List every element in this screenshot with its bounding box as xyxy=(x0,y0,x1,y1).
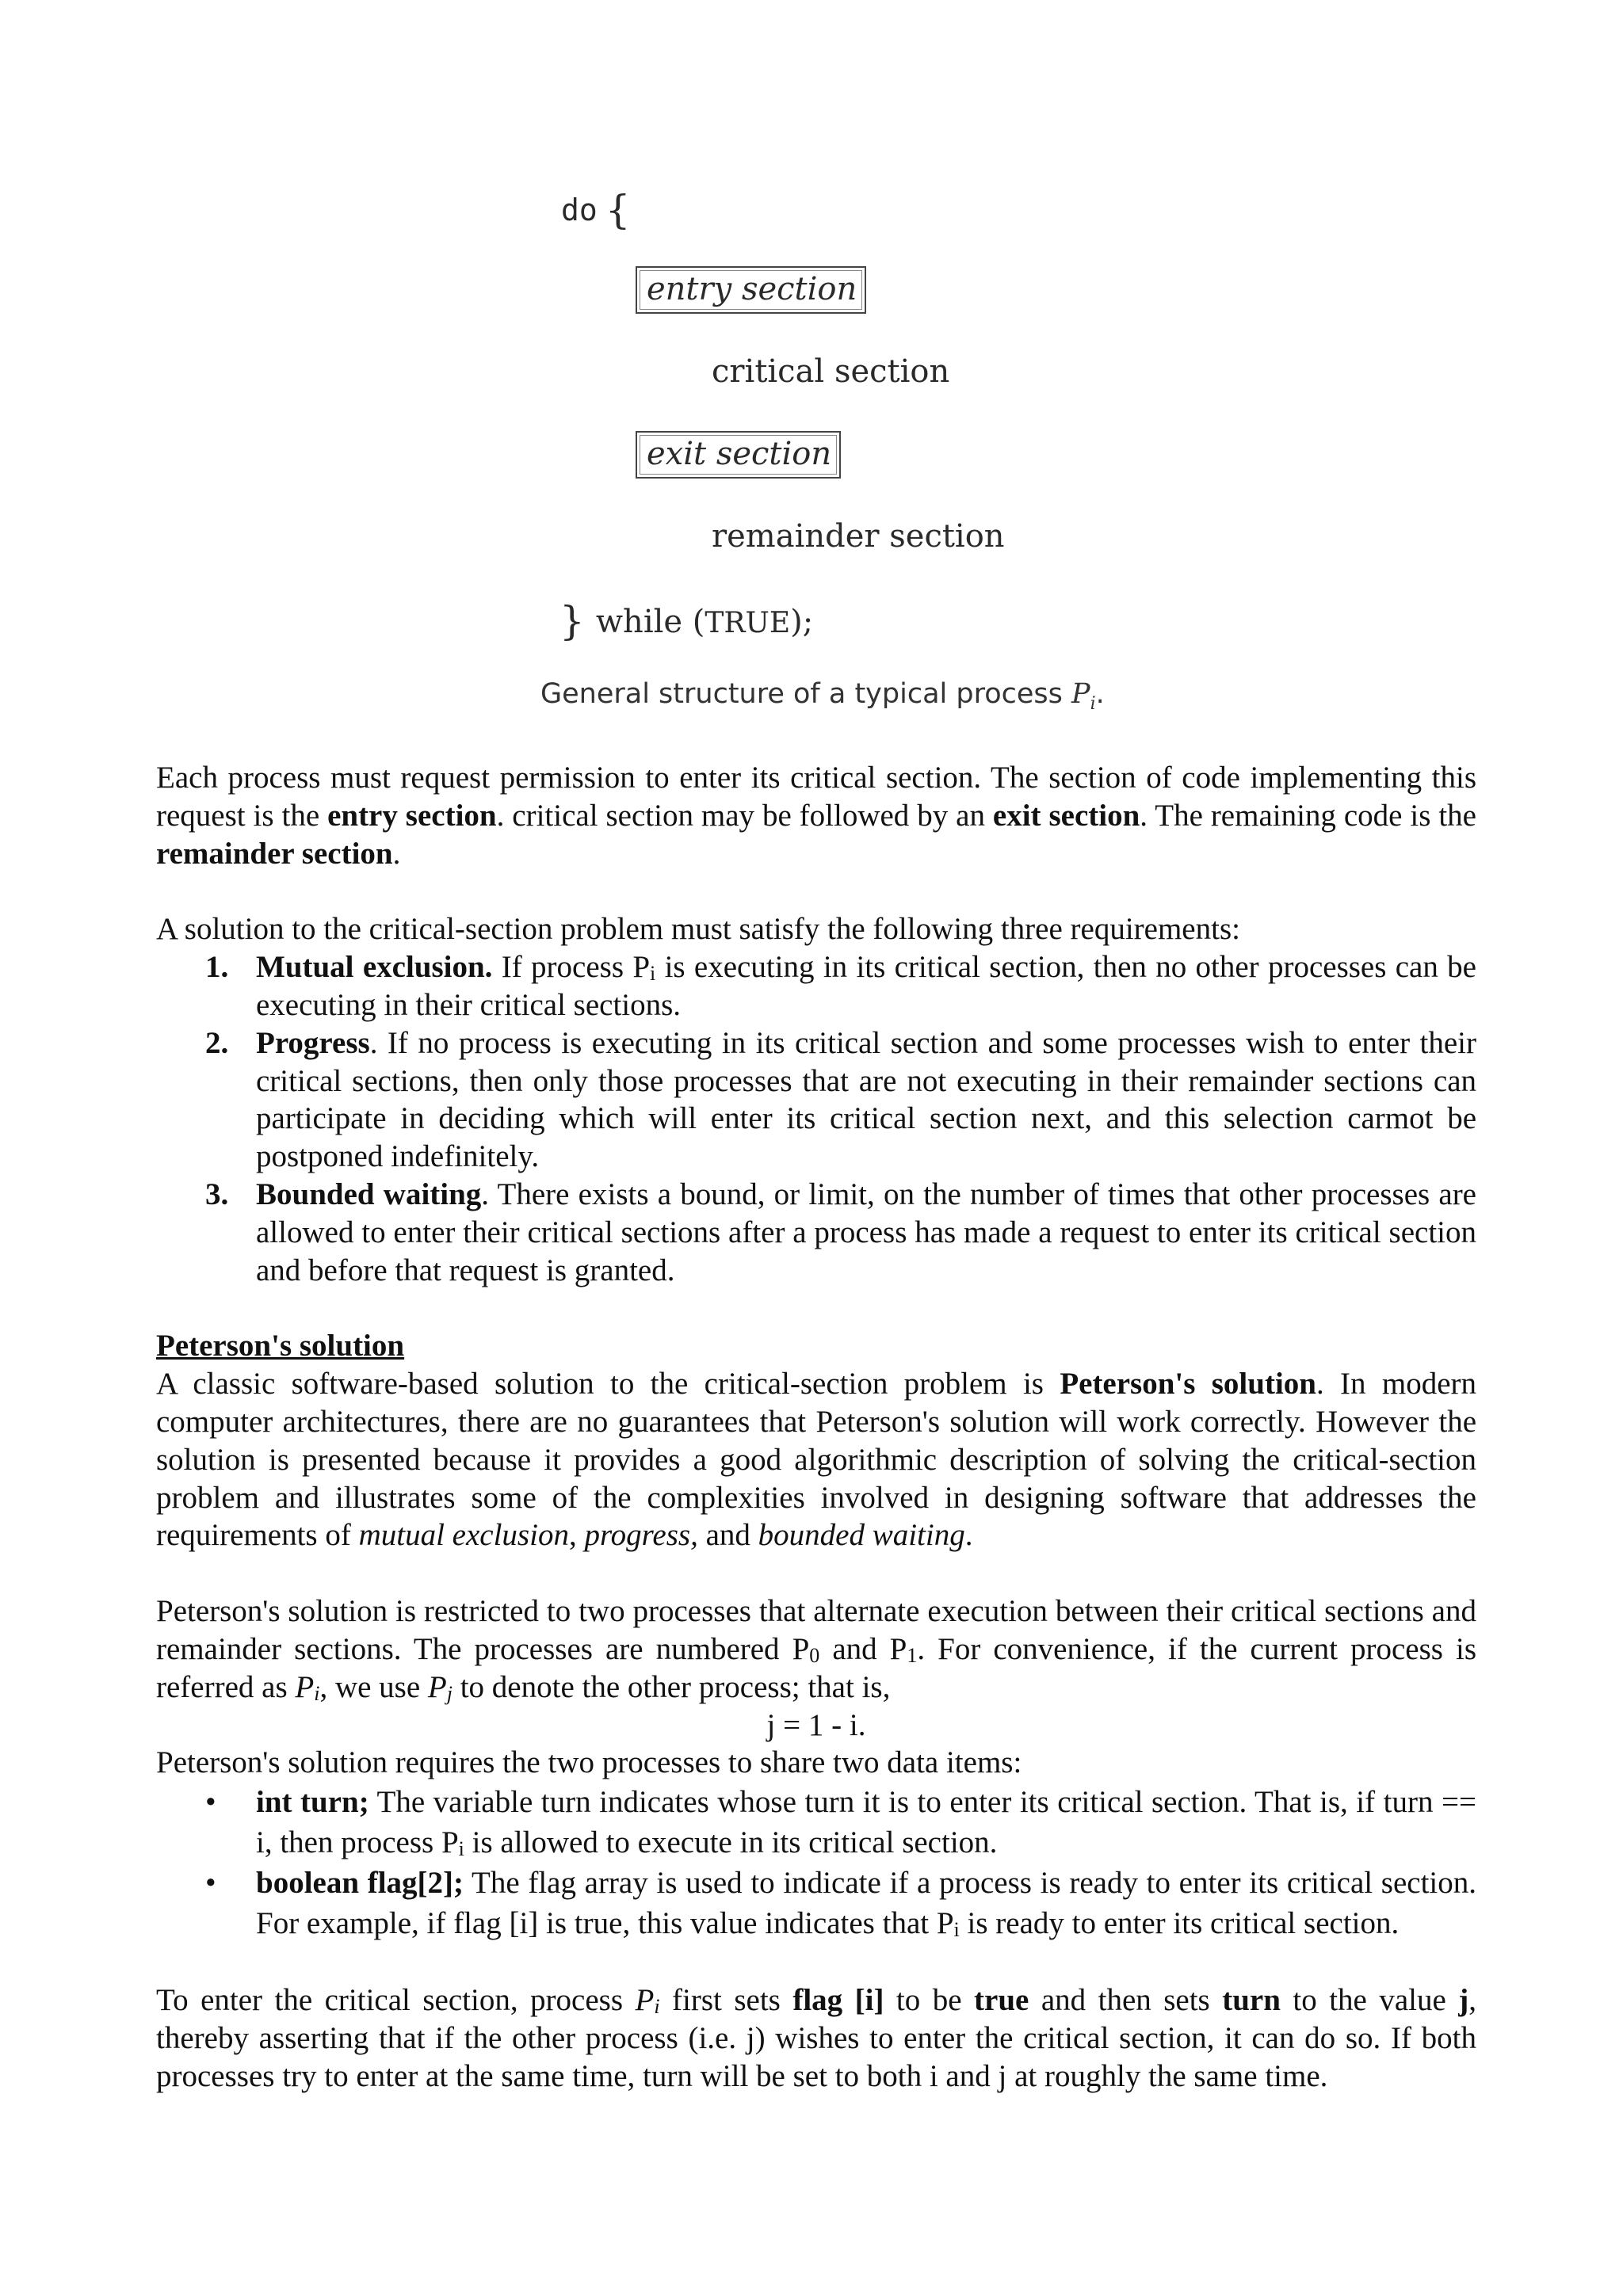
text: , thereby asserting that if the other process (i.e. j) wishes to enter the critical section, it can do so. If both processes try to enter at the same time, turn will be set to both i and j at roughly the same time. xyxy=(156,1983,1477,2093)
bold-term: true xyxy=(974,1983,1029,2018)
text: Peterson's solution is restricted to two processes that alternate execution between their critical sections and remainder sections. The processes are numbered P xyxy=(156,1594,1476,1666)
peterson-paragraph-3: Peterson's solution requires the two processes to share two data items: xyxy=(156,1745,1022,1780)
requirements-list xyxy=(156,948,1476,1289)
text: A classic software-based solution to the critical-section problem is xyxy=(156,1367,1060,1402)
item-number: 3. xyxy=(205,1177,229,1211)
while-end: ); xyxy=(790,604,814,640)
close-brace: } xyxy=(559,598,585,644)
text: first sets xyxy=(659,1983,793,2018)
bullet: • xyxy=(205,1785,216,1820)
list-item xyxy=(156,1176,1476,1289)
italic-term: P xyxy=(427,1669,447,1704)
subscript: i xyxy=(654,1995,660,2019)
text: . There exists a bound, or limit, on the number of times that other processes are allowed to enter their critical sections after a process has made a request to enter its critical section and before that request is granted. xyxy=(256,1177,1476,1287)
text: to denote the other process; that is, xyxy=(452,1669,891,1704)
italic-term: progress, xyxy=(584,1518,698,1553)
text: . In modern computer architectures, there are no guarantees that Peterson's solution will work correctly. However the solution is presented because it provides a good algorithmic description of solving the critical-section problem and illustrates some of the complexities involved in designing software that addresses the requirements of xyxy=(156,1367,1477,1553)
caption-sub: i xyxy=(1090,694,1096,714)
list-item xyxy=(156,948,1476,1024)
peterson-paragraph-4 xyxy=(156,1981,1476,2095)
bold-term: exit section xyxy=(992,798,1140,833)
text: If process P xyxy=(492,950,651,985)
bold-term: turn xyxy=(1222,1983,1281,2018)
section-heading: Peterson's solution xyxy=(156,1329,405,1363)
peterson-paragraph-1 xyxy=(156,1365,1476,1554)
item-title: Bounded waiting xyxy=(256,1177,482,1211)
subscript: i xyxy=(458,1837,464,1861)
subscript: i xyxy=(314,1681,320,1705)
list-item xyxy=(156,1782,1476,1863)
while-text: while ( xyxy=(595,604,705,640)
process-structure-figure xyxy=(0,0,1623,729)
while-true: TRUE xyxy=(705,607,791,639)
italic-term: mutual exclusion xyxy=(358,1518,569,1553)
text: . For convenience, if the current process is referred as xyxy=(156,1631,1476,1704)
text: and xyxy=(697,1518,758,1553)
item-number: 2. xyxy=(205,1025,229,1060)
document-body xyxy=(156,759,1476,2096)
list-item xyxy=(156,1863,1476,1943)
italic-term: bounded waiting xyxy=(758,1518,965,1553)
bold-term: flag [i] xyxy=(792,1983,884,2018)
text: is ready to enter its critical section. xyxy=(959,1906,1400,1941)
bullet: • xyxy=(205,1866,216,1901)
while-true-line xyxy=(559,596,813,642)
text: , xyxy=(568,1518,585,1553)
do-text: do xyxy=(561,193,598,227)
subscript: 0 xyxy=(809,1643,820,1667)
bold-term: remainder section xyxy=(156,836,393,871)
bold-term: j xyxy=(1458,1983,1469,2018)
text: to the value xyxy=(1280,1983,1459,2018)
subscript: 1 xyxy=(907,1643,918,1667)
text: . critical section may be followed by an xyxy=(496,798,993,833)
subscript: i xyxy=(650,962,656,986)
critical-section-label: critical section xyxy=(712,353,950,390)
text: . xyxy=(392,836,401,871)
subscript: j xyxy=(446,1681,453,1705)
entry-section-box: entry section xyxy=(636,266,866,314)
item-title: Progress xyxy=(256,1025,370,1060)
italic-term: P xyxy=(295,1669,315,1704)
text: . If no process is executing in its critical section and some processes wish to enter their critical sections, then only those processes that are not executing in their remainder sections can participate in deciding which will enter its critical section next, and this selection carmot be postponed indefinitely. xyxy=(256,1025,1476,1174)
remainder-section-label: remainder section xyxy=(712,518,1005,555)
text: is allowed to execute in its critical section. xyxy=(464,1825,998,1860)
figure-caption xyxy=(540,678,1105,714)
data-items-list xyxy=(156,1782,1476,1943)
text: , we use xyxy=(319,1669,428,1704)
text: The variable turn indicates whose turn it is to enter its critical section. That is, if turn == i, then process P xyxy=(256,1785,1476,1860)
subscript: i xyxy=(953,1918,960,1942)
intro-paragraph xyxy=(156,759,1476,872)
text: . xyxy=(964,1518,973,1553)
text: The flag array is used to indicate if a process is ready to enter its critical section. For example, if flag [i] is true, this value indicates that P xyxy=(256,1866,1477,1941)
text: and then sets xyxy=(1029,1983,1223,2018)
text: To enter the critical section, process xyxy=(156,1983,636,2018)
text: and P xyxy=(819,1631,907,1666)
do-keyword xyxy=(561,184,631,233)
item-title: int turn; xyxy=(256,1785,369,1820)
item-number: 1. xyxy=(205,950,229,985)
requirements-lead: A solution to the critical-section problem must satisfy the following three requirements: xyxy=(156,912,1240,947)
formula: j = 1 - i. xyxy=(766,1707,866,1742)
text: to be xyxy=(884,1983,975,2018)
text: is executing in its critical section, then no other processes can be executing in their critical sections. xyxy=(256,950,1476,1022)
bold-term: entry section xyxy=(327,798,497,833)
caption-text: General structure of a typical process xyxy=(540,678,1071,710)
list-item xyxy=(156,1024,1476,1176)
text: Each process must request permission to enter its critical section. The section of code implementing this request is the xyxy=(156,761,1476,833)
bold-term: Peterson's solution xyxy=(1060,1367,1316,1402)
open-brace: { xyxy=(605,187,631,233)
exit-section-box: exit section xyxy=(636,431,841,479)
caption-end: . xyxy=(1095,678,1105,710)
peterson-paragraph-2 xyxy=(156,1592,1476,1706)
item-title: boolean flag[2]; xyxy=(256,1866,464,1901)
text: . The remaining code is the xyxy=(1140,798,1476,833)
italic-term: P xyxy=(635,1983,655,2018)
item-title: Mutual exclusion. xyxy=(256,950,493,985)
caption-var: P xyxy=(1071,678,1090,710)
